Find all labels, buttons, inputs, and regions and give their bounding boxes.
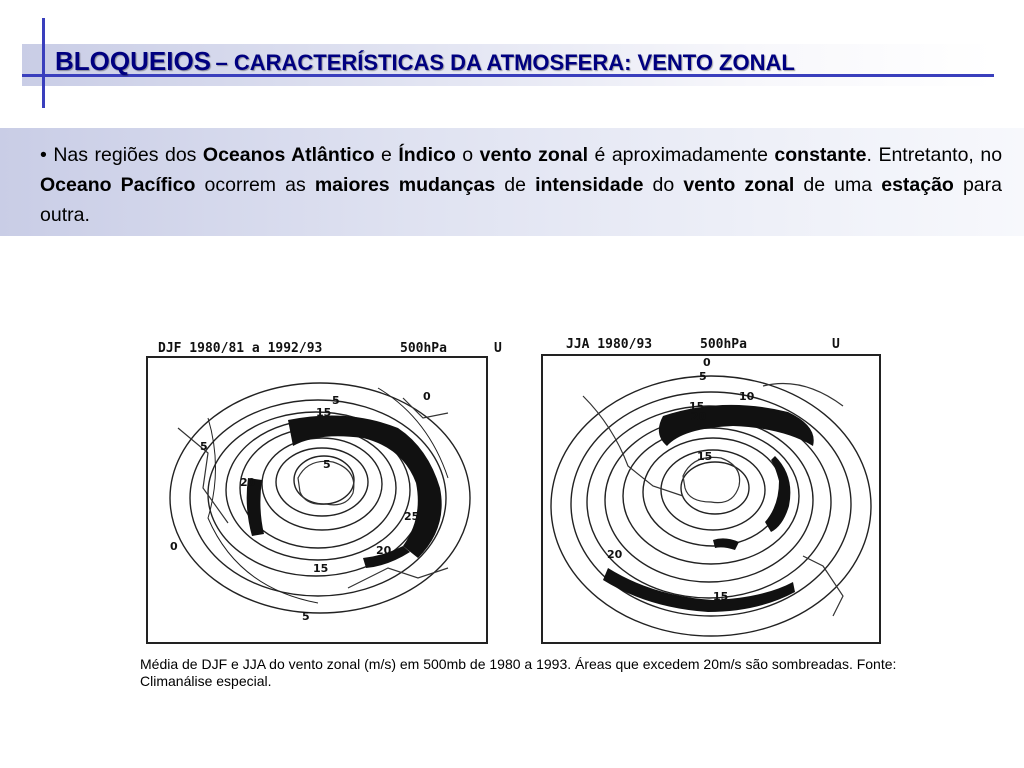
jja-label-10: 10 [739, 390, 755, 403]
djf-contour-map [148, 358, 486, 642]
body-text-run: é aproximadamente [587, 144, 775, 166]
djf-label-15: 15 [316, 406, 332, 419]
djf-label-0: 0 [170, 540, 178, 553]
djf-label-5c: 5 [302, 610, 310, 623]
djf-label-5b: 5 [323, 458, 331, 471]
body-bold-run: vento zonal [479, 144, 588, 166]
body-bold-run: Oceano Pacífico [40, 174, 196, 196]
jja-label-15c: 15 [713, 590, 729, 603]
jja-label-5: 5 [699, 370, 707, 383]
body-text-run: Nas regiões dos [53, 144, 203, 166]
title-main: BLOQUEIOS [55, 46, 212, 76]
fig-left-level: 500hPa [400, 341, 447, 356]
body-bold-run: Índico [398, 144, 456, 166]
bullet: • [40, 144, 47, 166]
fig-right-var: U [832, 337, 840, 352]
body-text-run: de [495, 174, 536, 196]
figure-djf [146, 356, 488, 644]
jja-label-20b: 20 [607, 548, 623, 561]
body-text-run: . Entretanto, no [866, 144, 1003, 166]
body-bold-run: intensidade [535, 174, 644, 196]
slide-title [55, 44, 795, 78]
fig-left-period: DJF 1980/81 a 1992/93 [158, 341, 323, 356]
djf-label-15b: 15 [313, 562, 329, 575]
figure-jja [541, 354, 881, 644]
djf-label-0b: 0 [423, 390, 431, 403]
djf-label-5d: 5 [200, 440, 208, 453]
jja-label-15b: 15 [697, 450, 713, 463]
body-bold-run: estação [881, 174, 954, 196]
jja-label-15: 15 [689, 400, 705, 413]
body-text-run: do [643, 174, 684, 196]
body-text-run: para outra. [40, 174, 1002, 226]
jja-contour-map [543, 356, 879, 642]
body-text-run: e [374, 144, 399, 166]
body-text-run: ocorrem as [195, 174, 315, 196]
body-bold-run: Oceanos Atlântico [202, 144, 375, 166]
body-text-run: de uma [794, 174, 882, 196]
djf-label-5: 5 [332, 394, 340, 407]
title-sub: – CARACTERÍSTICAS DA ATMOSFERA: VENTO ZONAL [215, 50, 795, 75]
jja-label-20: 20 [691, 410, 707, 423]
fig-right-period: JJA 1980/93 [566, 337, 653, 352]
body-bold-run: constante [774, 144, 867, 166]
body-text-run: o [455, 144, 480, 166]
djf-label-20: 20 [240, 476, 256, 489]
title-accent-bar [42, 18, 45, 108]
body-bold-run: vento zonal [683, 174, 795, 196]
body-paragraph [40, 140, 1002, 230]
djf-label-25: 25 [404, 510, 420, 523]
jja-label-0: 0 [703, 356, 711, 369]
djf-label-20b: 20 [376, 544, 392, 557]
fig-left-var: U [494, 341, 502, 356]
fig-right-level: 500hPa [700, 337, 747, 352]
body-bold-run: maiores mudanças [314, 174, 496, 196]
figure-caption: Média de DJF e JJA do vento zonal (m/s) em 500mb de 1980 a 1993. Áreas que excedem 20m/s são sombreadas. Fonte: Climanálise especial. [140, 656, 897, 689]
